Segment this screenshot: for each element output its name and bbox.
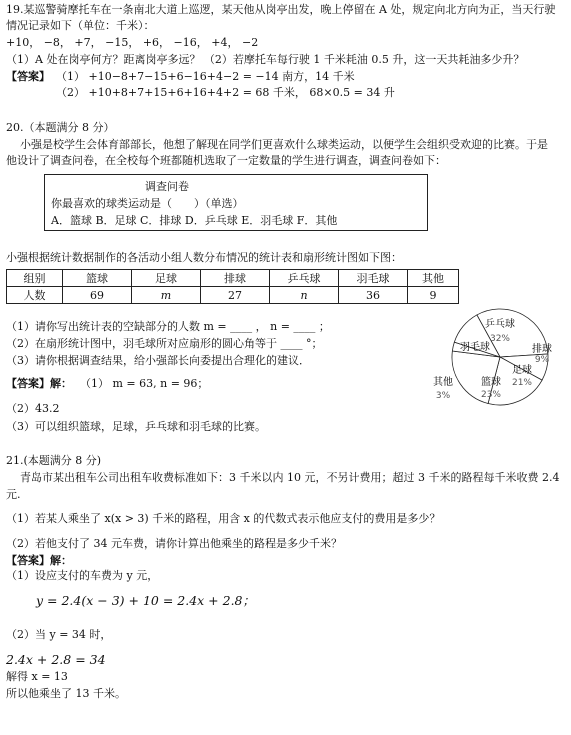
table-cell: 9: [408, 287, 459, 304]
table-cell: 足球: [132, 270, 201, 287]
q20-para2: 他设计了调查问卷，在全校每个班都随机选取了一定数量的学生进行调查，调查问卷如下：: [6, 154, 446, 167]
q21-answer2: （2）当 y = 34 时，: [6, 628, 112, 641]
table-cell: 69: [63, 287, 132, 304]
pie-slice-label: 羽毛球: [460, 342, 490, 353]
q21-para2: 元.: [6, 488, 21, 501]
q20-answer3: （3）可以组织篮球，足球，乒乓球和羽毛球的比赛。: [6, 420, 266, 433]
pie-slice-label: 乒乓球: [485, 319, 515, 330]
q21-header: 21.(本题满分 8 分): [6, 454, 102, 467]
q19-answer2: （2） +10+8+7+15+6+16+4+2 = 68 千米， 68×0.5 = 34 升: [56, 86, 395, 99]
survey-question: 你最喜欢的球类运动是（ ）（单选）: [51, 197, 244, 210]
q20-para1: 小强是校学生会体育部部长，他想了解现在同学们更喜欢什么球类运动，以便学生会组织受欢迎的比赛。于是: [20, 138, 548, 151]
pie-slice-percent: 21%: [511, 378, 533, 388]
q20-sub2: （2）在扇形统计图中，羽毛球所对应扇形的圆心角等于 ____ °；: [6, 337, 323, 350]
pie-chart: [430, 305, 570, 409]
table-cell: m: [132, 287, 201, 304]
pie-slice-percent: 32%: [489, 334, 511, 344]
q20-sub1: （1）请你写出统计表的空缺部分的人数 m = ____ ， n = ____ ；: [6, 320, 330, 333]
q20-header: 20.（本题满分 8 分）: [6, 121, 115, 134]
q19-answer1: （1） +10−8+7−15+6−16+4−2 = −14 南方，14 千米: [56, 70, 355, 83]
survey-title: 调查问卷: [145, 180, 189, 193]
q20-answer-tag: 【答案】解：: [6, 377, 72, 390]
q21-eq1: y = 2.4(x − 3) + 10 = 2.4x + 2.8；: [36, 593, 256, 608]
stat-table: [6, 269, 459, 304]
table-cell: 篮球: [63, 270, 132, 287]
q19-stem-line1: 19.某巡警骑摩托车在一条南北大道上巡逻，某天他从岗亭出发，晚上停留在 A 处，规定向北方向为正，当天行驶: [6, 3, 556, 16]
pie-slice-percent: 9%: [534, 355, 550, 365]
table-row: [7, 287, 459, 304]
q19-stem-line2: 情况记录如下（单位：千米）：: [6, 19, 155, 32]
table-cell: 36: [339, 287, 408, 304]
table-cell: 乒乓球: [270, 270, 339, 287]
q20-sub3: （3）请你根据调查结果，给小强部长向委提出合理化的建议．: [6, 354, 310, 367]
pie-slice-percent: 3%: [435, 391, 451, 401]
q21-eq3: 解得 x = 13: [6, 670, 68, 683]
pie-slice-label: 排球: [532, 344, 552, 355]
survey-box: [44, 174, 428, 231]
pie-slice-label: 其他: [433, 377, 453, 388]
table-cell: 人数: [7, 287, 63, 304]
survey-options: A．篮球 B．足球 C．排球 D．乒乓球 E．羽毛球 F．其他: [51, 214, 338, 227]
pie-slice-label: 篮球: [481, 377, 501, 388]
table-cell: 组别: [7, 270, 63, 287]
q21-answer1: （1）设应支付的车费为 y 元，: [6, 569, 159, 582]
q21-sub1: （1）若某人乘坐了 x(x > 3) 千米的路程，用含 x 的代数式表示他应支付的费用是多少？: [6, 512, 441, 525]
table-cell: 羽毛球: [339, 270, 408, 287]
q20-answer2: （2）43.2: [6, 402, 60, 415]
pie-slice-label: 足球: [512, 365, 532, 376]
table-cell: 其他: [408, 270, 459, 287]
q21-sub2: （2）若他支付了 34 元车费，请你计算出他乘坐的路程是多少千米？: [6, 537, 342, 550]
q20-answer1: （1） m = 63, n = 96；: [80, 377, 209, 390]
q19-data: +10， −8， +7， −15， +6， −16， +4， −2: [6, 36, 259, 49]
q21-eq2: 2.4x + 2.8 = 34: [6, 652, 106, 667]
watermark: ᅟ: [322, 155, 399, 240]
q21-conclusion: 所以他乘坐了 13 千米。: [6, 687, 126, 700]
pie-slice-percent: 23%: [480, 390, 502, 400]
table-cell: 27: [201, 287, 270, 304]
table-cell: n: [270, 287, 339, 304]
table-cell: 排球: [201, 270, 270, 287]
table-row: [7, 270, 459, 287]
q21-answer-tag: 【答案】解：: [6, 554, 72, 567]
q19-answer-tag: 【答案】: [6, 70, 50, 83]
q21-para1: 青岛市某出租车公司出租车收费标准如下：3 千米以内 10 元，不另计费用；超过 3 千米的路程每千米收费 2.4: [20, 471, 560, 484]
q19-questions: （1）A 处在岗亭何方？距离岗亭多远？ （2）若摩托车每行驶 1 千米耗油 0.5 升，这一天共耗油多少升？: [6, 53, 525, 66]
q20-table-intro: 小强根据统计数据制作的各活动小组人数分布情况的统计表和扇形统计图如下图：: [6, 251, 402, 264]
